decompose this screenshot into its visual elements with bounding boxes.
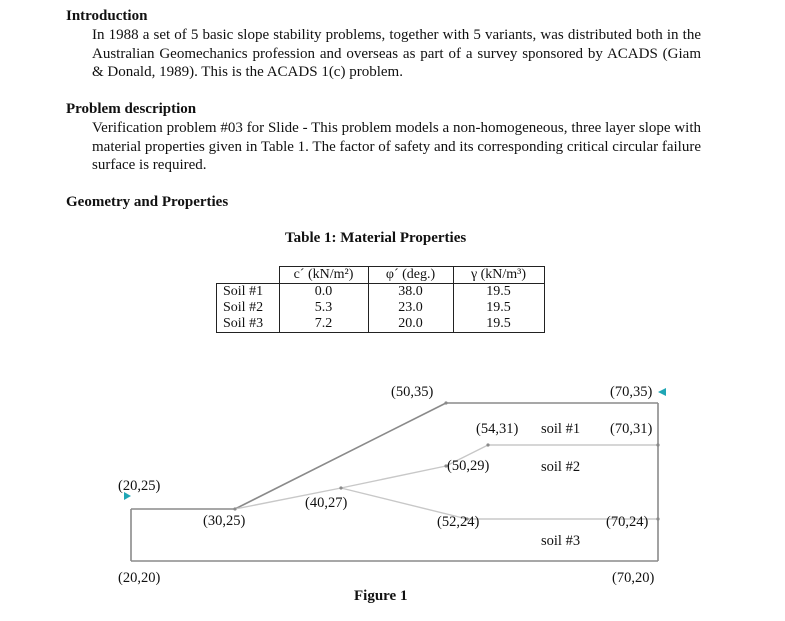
label-soil-2: soil #2 bbox=[541, 459, 581, 475]
cell-cohesion: 7.2 bbox=[279, 316, 368, 333]
header-friction-angle: φ´ (deg.) bbox=[368, 267, 453, 284]
cell-cohesion: 5.3 bbox=[279, 300, 368, 316]
label-soil-1: soil #1 bbox=[541, 421, 581, 437]
introduction-text: In 1988 a set of 5 basic slope stability problems, together with 5 variants, was distributed both in the Australian Geomechanics profession and overseas as part of a survey sponsored by ACADS (Giam & Donald, 1989). This is the ACADS 1(c) problem. bbox=[92, 27, 701, 80]
geometry-heading: Geometry and Properties bbox=[66, 194, 229, 210]
cell-cohesion: 0.0 bbox=[279, 284, 368, 301]
row-soil-name: Soil #3 bbox=[217, 316, 280, 333]
label-70-31: (70,31) bbox=[610, 421, 653, 437]
cell-unit-weight: 19.5 bbox=[453, 316, 544, 333]
vertex-40-27 bbox=[339, 486, 342, 489]
table-caption: Table 1: Material Properties bbox=[285, 230, 467, 246]
vertex-70-24 bbox=[656, 517, 659, 520]
label-54-31: (54,31) bbox=[476, 421, 519, 437]
label-40-27: (40,27) bbox=[305, 495, 348, 511]
label-70-20: (70,20) bbox=[612, 570, 655, 586]
label-70-24: (70,24) bbox=[606, 514, 649, 530]
vertex-70-31 bbox=[656, 443, 659, 446]
cell-unit-weight: 19.5 bbox=[453, 300, 544, 316]
row-soil-name: Soil #1 bbox=[217, 284, 280, 301]
figure-caption: Figure 1 bbox=[354, 588, 408, 604]
header-unit-weight: γ (kN/m³) bbox=[453, 267, 544, 284]
vertex-50-35 bbox=[444, 401, 447, 404]
label-20-25: (20,25) bbox=[118, 478, 161, 494]
material-interfaces bbox=[235, 445, 658, 519]
problem-description-heading: Problem description bbox=[66, 101, 197, 117]
cell-friction-angle: 23.0 bbox=[368, 300, 453, 316]
header-cohesion: c´ (kN/m²) bbox=[279, 267, 368, 284]
cell-friction-angle: 38.0 bbox=[368, 284, 453, 301]
label-50-29: (50,29) bbox=[447, 458, 490, 474]
introduction-heading: Introduction bbox=[66, 8, 148, 24]
label-50-35: (50,35) bbox=[391, 384, 434, 400]
interface-40-27-to-50-29 bbox=[341, 466, 446, 488]
vertex-30-25 bbox=[233, 507, 236, 510]
cell-friction-angle: 20.0 bbox=[368, 316, 453, 333]
water-level-right-icon bbox=[658, 388, 666, 396]
label-52-24: (52,24) bbox=[437, 514, 480, 530]
label-70-35: (70,35) bbox=[610, 384, 653, 400]
cell-unit-weight: 19.5 bbox=[453, 284, 544, 301]
label-20-20: (20,20) bbox=[118, 570, 161, 586]
row-soil-name: Soil #2 bbox=[217, 300, 280, 316]
label-30-25: (30,25) bbox=[203, 513, 246, 529]
label-soil-3: soil #3 bbox=[541, 533, 581, 549]
slope-face bbox=[235, 403, 446, 509]
vertex-54-31 bbox=[486, 443, 489, 446]
problem-description-text: Verification problem #03 for Slide - This problem models a non-homogeneous, three layer slope with material properties given in Table 1. The factor of safety and its corresponding critical circular failure surface is required. bbox=[92, 120, 701, 173]
